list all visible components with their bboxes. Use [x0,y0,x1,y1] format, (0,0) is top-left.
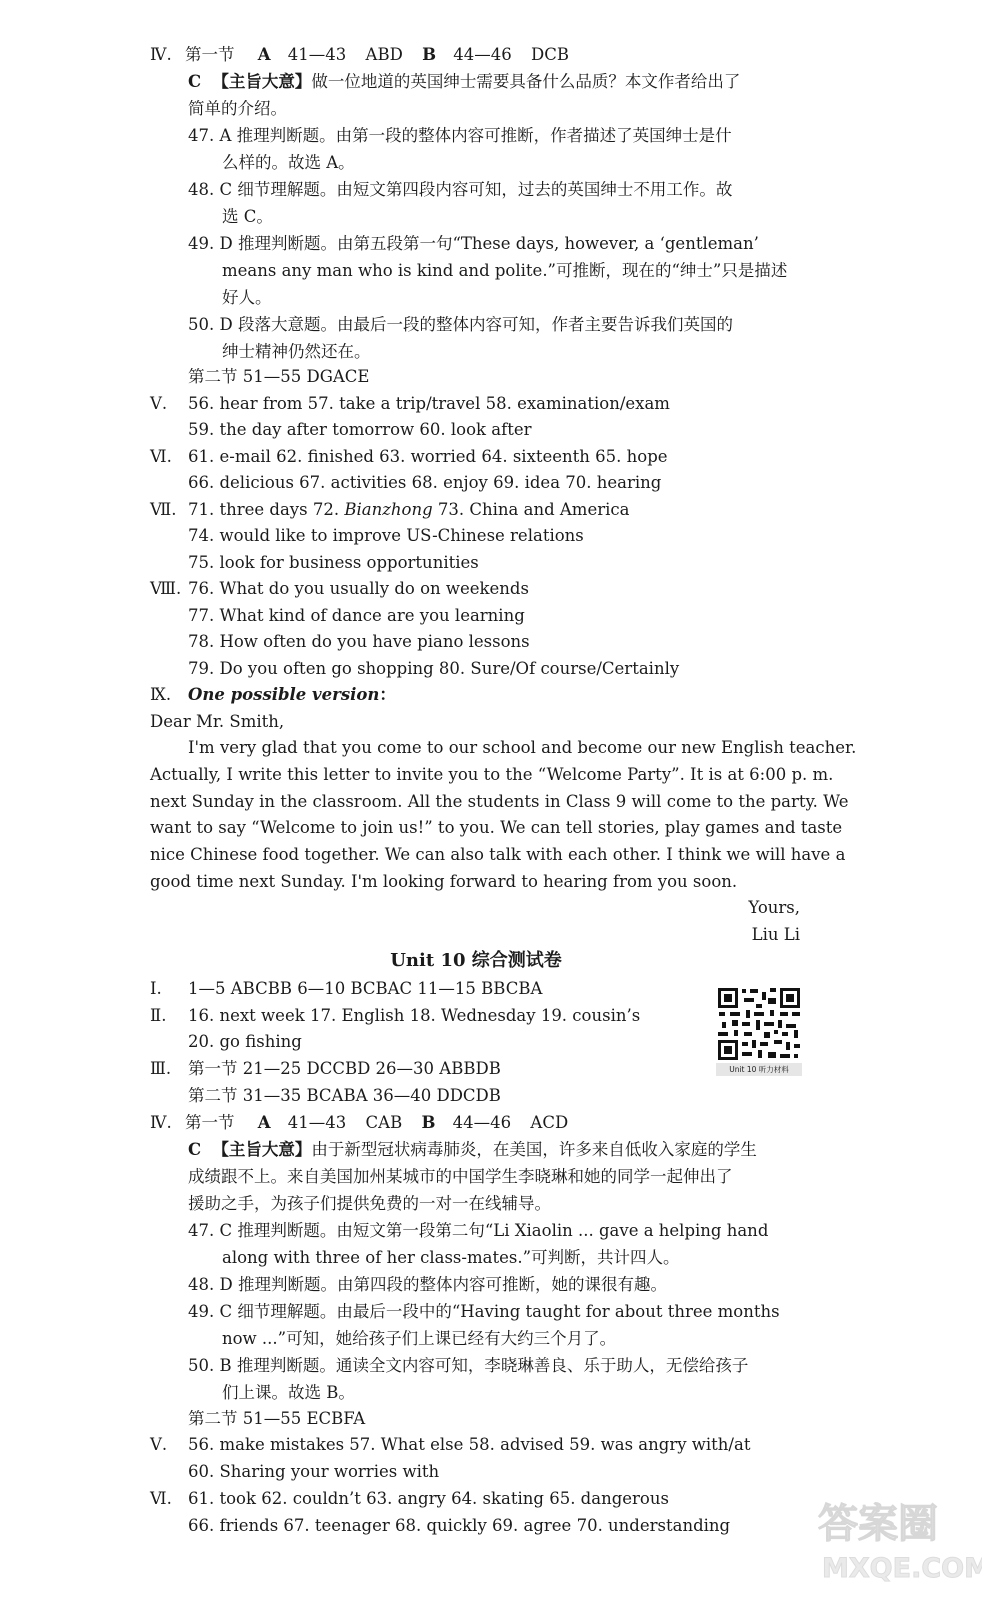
unit10-line-v-2: 60. Sharing your worries with [188,1462,440,1481]
roman-numeral: Ⅵ. [150,1489,172,1508]
unit10-q47-cont: along with three of her class-mates.”可判断，共计四人。 [222,1248,680,1267]
answers-cont: 73. China and America [432,500,630,519]
roman-numeral: Ⅴ. [150,1435,168,1454]
svg-text:答案圈: 答案圈 [818,1501,938,1547]
unit10-line-vi [150,1486,669,1512]
roman-numeral: Ⅱ. [150,1006,167,1025]
heading-text: One possible version [188,685,380,704]
roman-numeral: Ⅲ. [150,1059,172,1078]
answers: 1—5 ABCBB 6—10 BCBAC 11—15 BBCBA [188,979,543,998]
part-b-answers: DCB [531,45,570,64]
unit10-summary-line2: 成绩跟不上。来自美国加州某城市的中国学生李晓琳和她的同学一起伸出了 [188,1167,733,1186]
unit10-line-iv [150,1110,568,1136]
q48-explanation: 48. C 细节理解题。由短文第四段内容可知，过去的英国绅士不用工作。故 [188,180,733,199]
q47-explanation-cont: 么样的。故选 A。 [222,153,355,172]
answers: 61. took 62. couldn’t 63. angry 64. skating 65. dangerous [188,1489,669,1508]
unit10-line-v [150,1432,750,1458]
q48-explanation-cont: 选 C。 [222,207,273,226]
roman-numeral: Ⅴ. [150,394,168,413]
answer-line-viii-4: 79. Do you often go shopping 80. Sure/Of course/Certainly [188,659,680,678]
roman-numeral: Ⅶ. [150,500,177,519]
letter-closing: Yours, [748,898,800,917]
heading-colon: ： [379,685,396,704]
writing-heading [150,682,396,708]
q49-explanation: 49. D 推理判断题。由第五段第一句“These days, however, a ‘gentleman’ [188,234,759,253]
unit10-q50: 50. B 推理判断题。通读全文内容可知，李晓琳善良、乐于助人，无偿给孩子 [188,1356,749,1375]
unit10-q49-cont: now ...”可知，她给孩子们上课已经有大约三个月了。 [222,1329,617,1348]
unit10-line-iii-2: 第二节 31—35 BCABA 36—40 DDCDB [188,1086,501,1105]
section-label: 第一节 [184,1113,235,1132]
answer-line-vii [150,497,629,523]
answer-line-v [150,391,670,417]
second-section-answers: 第二节 51—55 DGACE [188,367,370,386]
unit10-q48: 48. D 推理判断题。由第四段的整体内容可推断，她的课很有趣。 [188,1275,667,1294]
part-a-answers: CAB [365,1113,403,1132]
unit10-second-section: 第二节 51—55 ECBFA [188,1409,366,1428]
part-b-answers: ACD [530,1113,569,1132]
roman-numeral: Ⅳ. [150,45,172,64]
part-b-range: 44—46 [453,45,512,64]
part-c-label: C [188,1140,202,1159]
letter-body-line: Actually, I write this letter to invite you to the “Welcome Party”. It is at 6:00 p. m. [150,765,834,784]
answers: 61. e-mail 62. finished 63. worried 64. sixteenth 65. hope [188,447,668,466]
answers: 56. make mistakes 57. What else 58. advised 59. was angry with/at [188,1435,751,1454]
letter-signature: Liu Li [751,925,800,944]
part-a-label: A [257,1113,271,1132]
part-c-summary-line2: 简单的介绍。 [188,99,287,118]
qr-caption: Unit 10 听力材料 [716,1063,802,1076]
unit10-q47: 47. C 推理判断题。由短文第一段第二句“Li Xiaolin ... gave a helping hand [188,1221,769,1240]
letter-body-line: good time next Sunday. I'm looking forward to hearing from you soon. [150,872,738,891]
roman-numeral: Ⅰ. [150,979,162,998]
summary-text: 做一位地道的英国绅士需要具备什么品质？本文作者给出了 [311,72,741,91]
unit10-line-iii [150,1056,501,1082]
unit10-line-vi-2: 66. friends 67. teenager 68. quickly 69. agree 70. understanding [188,1516,731,1535]
answers: 16. next week 17. English 18. Wednesday 19. cousin’s [188,1006,641,1025]
letter-greeting: Dear Mr. Smith, [150,712,285,731]
answers: 71. three days 72. [188,500,345,519]
svg-text:MXQE.COM: MXQE.COM [822,1553,982,1584]
roman-numeral: Ⅸ. [150,685,172,704]
q47-explanation: 47. A 推理判断题。由第一段的整体内容可推断，作者描述了英国绅士是什 [188,126,732,145]
unit10-summary-line1 [188,1137,757,1163]
summary-heading: 【主旨大意】 [212,1140,312,1159]
unit10-q50-cont: 们上课。故选 B。 [222,1383,355,1402]
part-c-label: C [188,72,202,91]
part-a-range: 41—43 [287,1113,347,1132]
q49-explanation-end: 好人。 [222,288,272,307]
part-a-range: 41—43 [287,45,347,64]
letter-body-line: next Sunday in the classroom. All the students in Class 9 will come to the party. We [150,792,849,811]
part-c-summary-line1 [188,69,740,95]
roman-numeral: Ⅷ. [150,579,182,598]
answers: 第一节 21—25 DCCBD 26—30 ABBDB [188,1059,501,1078]
part-a-answers: ABD [365,45,403,64]
answer-line-viii-3: 78. How often do you have piano lessons [188,632,530,651]
answer-line-viii [150,576,529,602]
summary-heading: 【主旨大意】 [212,72,312,91]
section-label: 第一节 [184,45,235,64]
q50-explanation-cont: 绅士精神仍然还在。 [222,342,371,361]
answer-line-v-2: 59. the day after tomorrow 60. look after [188,420,532,439]
q50-explanation: 50. D 段落大意题。由最后一段的整体内容可知，作者主要告诉我们英国的 [188,315,733,334]
answer-line-vii-3: 75. look for business opportunities [188,553,479,572]
answer-italic: Bianzhong [344,500,433,519]
letter-body-line: nice Chinese food together. We can also talk with each other. I think we will have a [150,845,846,864]
unit10-q49: 49. C 细节理解题。由最后一段中的“Having taught for about three months [188,1302,780,1321]
letter-body-line: want to say “Welcome to join us!” to you. We can tell stories, play games and taste [150,818,843,837]
qr-code-icon [716,986,802,1062]
answers: 76. What do you usually do on weekends [188,579,529,598]
unit-title: Unit 10 综合测试卷 [390,950,562,971]
answer-line-vi [150,444,668,470]
unit10-line-ii-2: 20. go fishing [188,1032,302,1051]
roman-numeral: Ⅳ. [150,1113,172,1132]
unit10-line-ii [150,1003,640,1029]
letter-body-line: I'm very glad that you come to our school and become our new English teacher. [188,738,857,757]
q49-explanation-cont: means any man who is kind and polite.”可推断，现在的“绅士”只是描述 [222,261,788,280]
part-b-label: B [421,1113,436,1132]
answer-line-vii-2: 74. would like to improve US-Chinese relations [188,526,584,545]
part-a-label: A [257,45,271,64]
part-b-label: B [422,45,437,64]
unit10-summary-line3: 援助之手，为孩子们提供免费的一对一在线辅导。 [188,1194,551,1213]
answer-line-viii-2: 77. What kind of dance are you learning [188,606,525,625]
site-watermark-logo [812,1487,982,1587]
unit10-line-i [150,976,542,1002]
answer-line-vi-2: 66. delicious 67. activities 68. enjoy 69. idea 70. hearing [188,473,662,492]
answers: 56. hear from 57. take a trip/travel 58. examination/exam [188,394,670,413]
roman-numeral: Ⅵ. [150,447,172,466]
answer-line-iv-first [150,42,569,68]
summary-text: 由于新型冠状病毒肺炎，在美国，许多来自低收入家庭的学生 [311,1140,757,1159]
part-b-range: 44—46 [452,1113,512,1132]
